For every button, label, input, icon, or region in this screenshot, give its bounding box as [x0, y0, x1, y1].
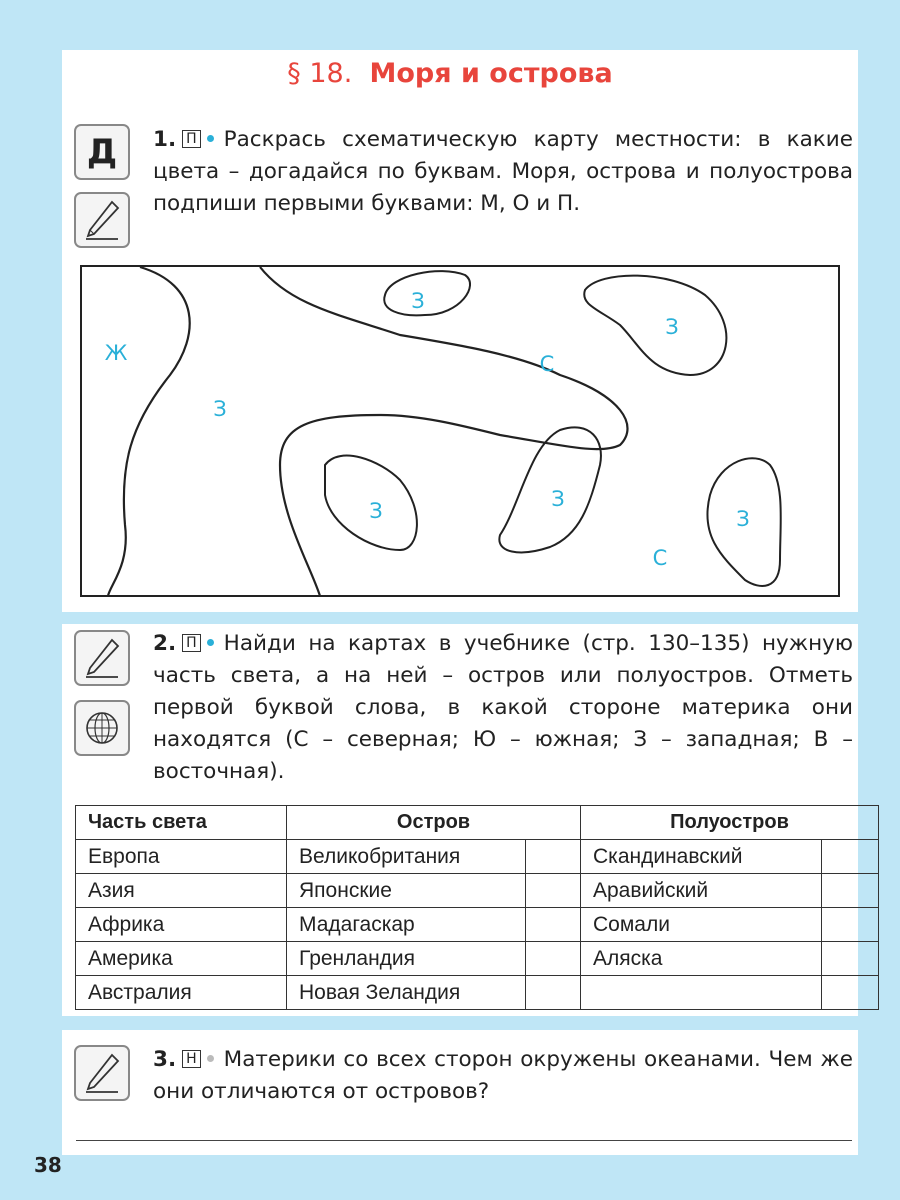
table-row: Америка Гренландия Аляска — [76, 942, 879, 976]
table-row: Азия Японские Аравийский — [76, 874, 879, 908]
page-title: § 18. Моря и острова — [287, 58, 613, 89]
answer-cell[interactable] — [822, 908, 879, 942]
table-row: Австралия Новая Зеландия — [76, 976, 879, 1010]
pencil-icon — [74, 192, 130, 248]
map-label: З — [736, 507, 750, 531]
task-2-text: 2. П Найди на картах в учебнике (стр. 130–135) нужную часть света, а на ней – остров или полуостров. Отметь первой буквой слова, в какой стороне материка они находятся (С – северная; Ю – южная; З – западная; В – восточная). — [153, 631, 853, 784]
answer-cell[interactable] — [822, 874, 879, 908]
letter-d-icon: Д — [74, 124, 130, 180]
answer-cell[interactable] — [526, 942, 581, 976]
answer-line[interactable] — [76, 1140, 852, 1141]
map-label: З — [665, 315, 679, 339]
answer-cell[interactable] — [526, 874, 581, 908]
globe-icon — [74, 700, 130, 756]
task-3-text: 3. Н Материки со всех сторон окружены океанами. Чем же они отличаются от островов? — [153, 1047, 853, 1104]
answer-cell[interactable] — [822, 976, 879, 1010]
answer-cell[interactable] — [822, 840, 879, 874]
map-label: Ж — [104, 341, 128, 365]
map-label: С — [652, 546, 668, 570]
map-label: З — [411, 289, 425, 313]
pencil-icon — [74, 1045, 130, 1101]
map-label: З — [551, 487, 565, 511]
answer-cell[interactable] — [526, 908, 581, 942]
map-label: С — [539, 352, 555, 376]
task-1-text: 1. П Раскрась схематическую карту местности: в какие цвета – догадайся по буквам. Моря, острова и полуострова подпиши первыми буквами: М, О и П. — [153, 127, 853, 216]
answer-cell[interactable] — [526, 840, 581, 874]
table-row: Африка Мадагаскар Сомали — [76, 908, 879, 942]
table-header: Часть света Остров Полуостров — [76, 806, 879, 840]
page-number: 38 — [34, 1153, 62, 1177]
pencil-icon — [74, 630, 130, 686]
table-row: Европа Великобритания Скандинавский — [76, 840, 879, 874]
answer-cell[interactable] — [526, 976, 581, 1010]
map-label: З — [369, 499, 383, 523]
islands-table — [75, 805, 879, 1010]
map-label: З — [213, 397, 227, 421]
schematic-map — [80, 265, 840, 597]
answer-cell[interactable] — [822, 942, 879, 976]
